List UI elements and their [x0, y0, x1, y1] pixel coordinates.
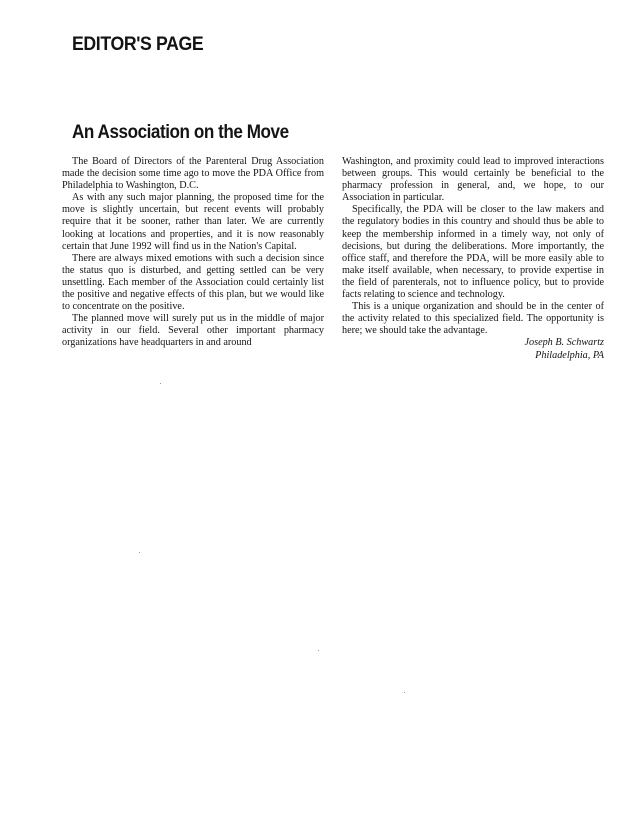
signature-name: Joseph B. Schwartz [524, 337, 604, 349]
scan-speck [404, 692, 405, 693]
article-title: An Association on the Move [72, 122, 289, 143]
scan-speck [318, 650, 319, 651]
paragraph: The planned move will surely put us in the middle of major activity in our field. Several other important pharmacy organizations have headquarters in and around [62, 313, 324, 349]
right-column [342, 156, 604, 362]
paragraph: This is a unique organization and should be in the center of the activity related to this specialized field. The opportunity is here; we should take the advantage. [342, 301, 604, 337]
paragraph: Specifically, the PDA will be closer to the law makers and the regulatory bodies in this country and should thus be able to keep the membership informed in a timely way, not only of decisions, but during the deliberations. More importantly, the office staff, and therefore the PDA, will be more easily able to make itself available, when necessary, to provide expertise in the field of parenterals, not to influence policy, but to provide facts relating to science and technology. [342, 204, 604, 301]
scan-speck [139, 552, 140, 553]
paragraph: The Board of Directors of the Parenteral Drug Association made the decision some time ago to move the PDA Office from Philadelphia to Washington, D.C. [62, 156, 324, 192]
paragraph: There are always mixed emotions with such a decision since the status quo is disturbed, and getting settled can be very unsettling. Each member of the Association could certainly list the positive and negative effects of this plan, but we would like to concentrate on the positive. [62, 252, 324, 313]
section-label: EDITOR'S PAGE [72, 34, 204, 55]
left-column [62, 156, 324, 350]
signature-location: Philadelphia, PA [535, 349, 604, 361]
scan-speck [160, 383, 161, 384]
paragraph: Washington, and proximity could lead to improved interactions between groups. This would certainly be beneficial to the pharmacy profession in general, and, we hope, to our Association in particular. [342, 156, 604, 204]
paragraph: As with any such major planning, the proposed time for the move is slightly uncertain, but recent events will probably require that it be sooner, rather than later. We are currently looking at locations and properties, and it is now reasonably certain that June 1992 will find us in the Nation's Capital. [62, 192, 324, 252]
